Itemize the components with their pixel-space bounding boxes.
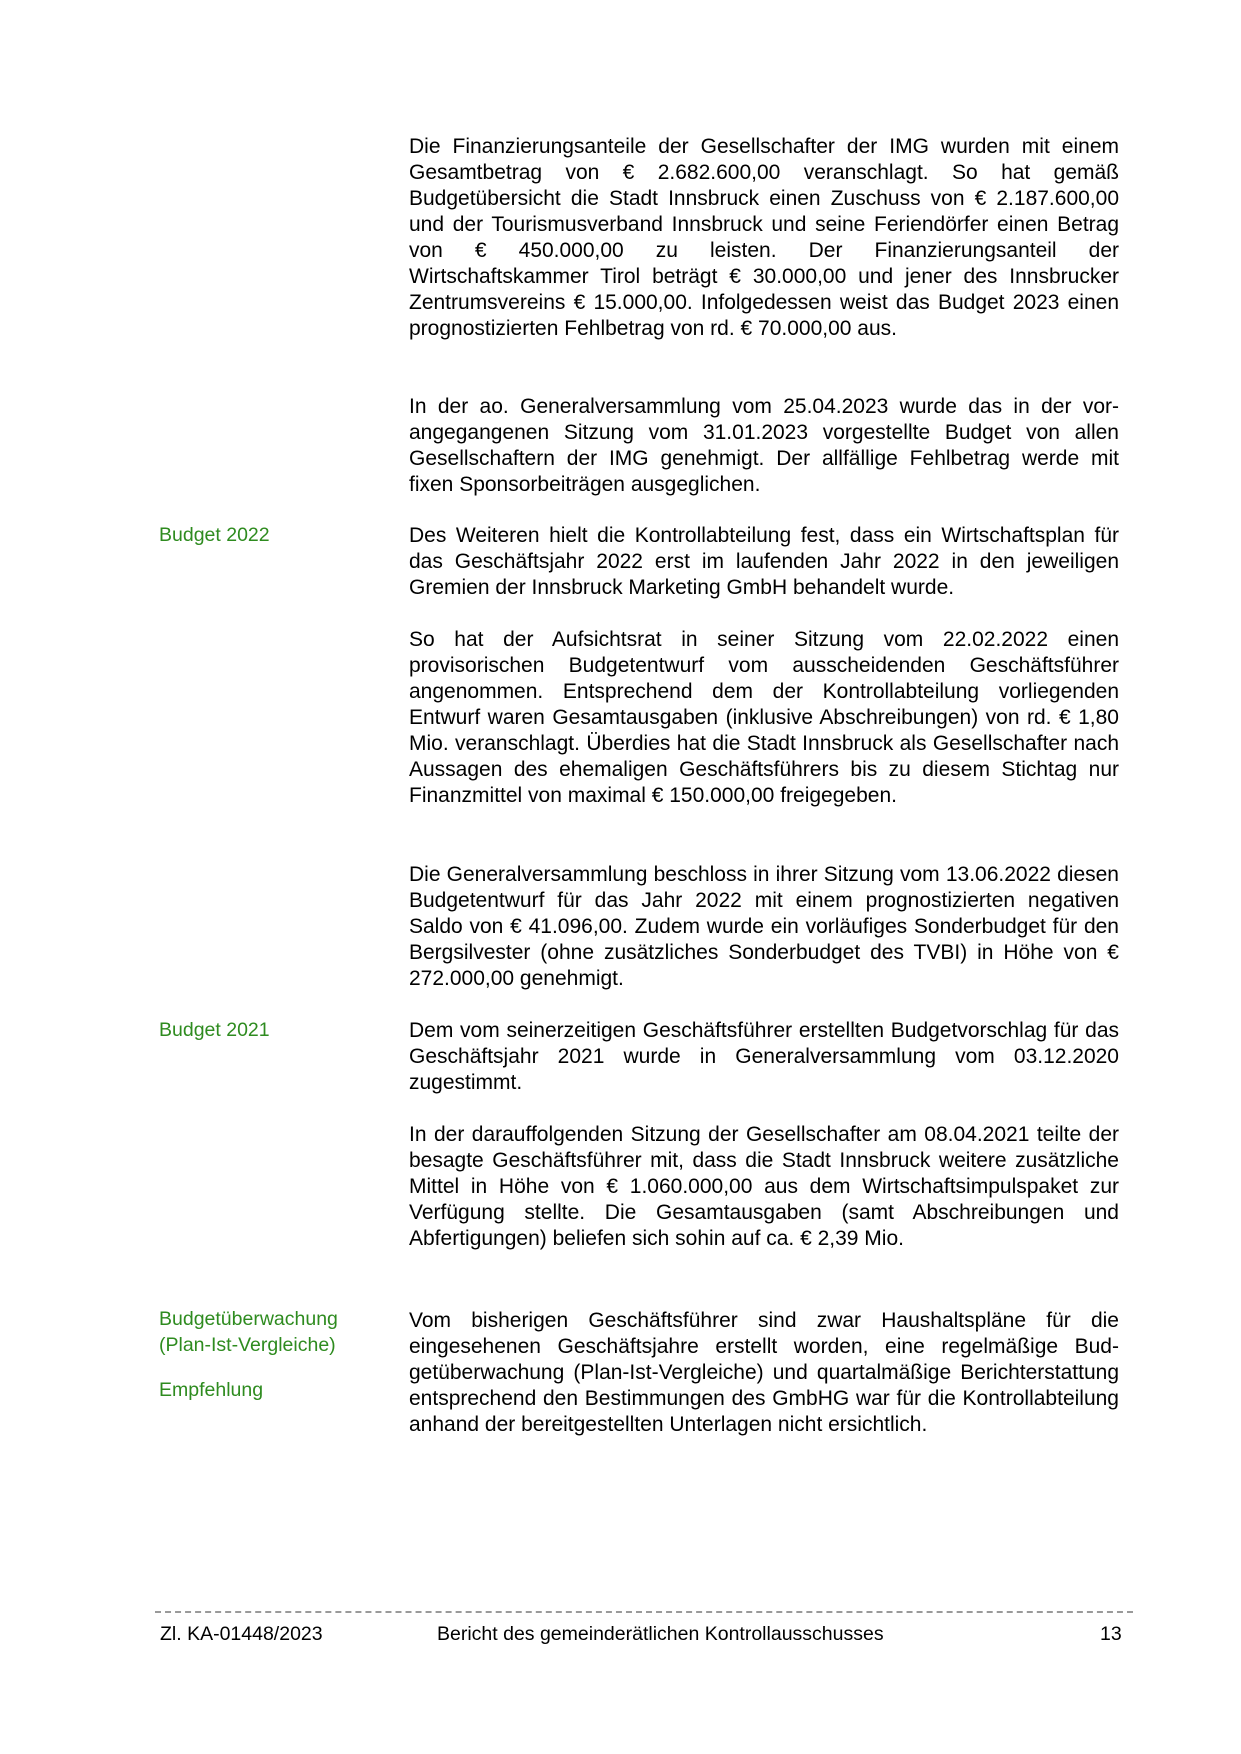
paragraph-budget-monitoring: Vom bisherigen Geschäftsführer sind zwar Haushaltspläne für die eingesehenen Geschäftsjahre erstellt worden, eine regelmäßige Budgetüberwachung (Plan-Ist-Vergleiche) und quartalmäßige Berichterstattung entsprechend den Bestimmungen des GmbHG war für die Kontrollabteilung anhand der bereitgestellten Unterlagen nicht ersichtlich.	[409, 1309, 1119, 1436]
footer-divider	[155, 1611, 1133, 1613]
paragraph-general-assembly-2022: Die Generalversammlung beschloss in ihrer Sitzung vom 13.06.2022 diesen Budgetentwurf für das Jahr 2022 mit einem prognostizierten negativen Saldo von € 41.096,00. Zudem wurde ein vorläufiges Sonderbudget für den Bergsilvester (ohne zusätzliches Sonderbudget des TVBI) in Höhe von € 272.000,00 genehmigt.	[409, 863, 1119, 990]
paragraph-budget-2021-intro: Dem vom seinerzeitigen Geschäftsführer erstellten Budgetvorschlag für das Geschäftsjahr 2021 wurde in Generalversammlung vom 03.12.2020 zugestimmt.	[409, 1019, 1119, 1094]
paragraph-general-assembly-2023: In der ao. Generalversammlung vom 25.04.2023 wurde das in der vorangegangenen Sitzung vom 31.01.2023 vorgestellte Budget von allen Gesellschaftern der IMG genehmigt. Der allfällige Fehlbetrag werde mit fixen Sponsorbeiträgen ausgeglichen.	[409, 395, 1119, 496]
paragraph-budget-2022-intro: Des Weiteren hielt die Kontrollabteilung fest, dass ein Wirtschaftsplan für das Geschäftsjahr 2022 erst im laufenden Jahr 2022 in den jeweiligen Gremien der Innsbruck Marketing GmbH behandelt wurde.	[409, 524, 1119, 599]
footer-reference: Zl. KA-01448/2023	[160, 1623, 323, 1645]
side-label-budget-2021: Budget 2021	[159, 1019, 270, 1041]
paragraph-additional-funds: In der darauffolgenden Sitzung der Gesellschafter am 08.04.2021 teilte der besagte Geschäftsführer mit, dass die Stadt Innsbruck weitere zusätzliche Mittel in Höhe von € 1.060.000,00 aus dem Wirtschaftsimpulspaket zur Verfügung stellte. Die Gesamtausgaben (samt Abschreibungen und Abfertigungen) beliefen sich sohin auf ca. € 2,39 Mio.	[409, 1123, 1119, 1250]
side-label-budget-2022: Budget 2022	[159, 524, 270, 546]
footer-page-number: 13	[1100, 1623, 1122, 1645]
side-label-empfehlung: Empfehlung	[159, 1379, 264, 1401]
paragraph-supervisory-board: So hat der Aufsichtsrat in seiner Sitzung vom 22.02.2022 einen provisorischen Budgetentwurf vom ausscheidenden Geschäftsführer angenommen. Entsprechend dem der Kontrollabteilung vorliegenden Entwurf waren Gesamtausgaben (inklusive Abschreibungen) von rd. € 1,80 Mio. veranschlagt. Überdies hat die Stadt Innsbruck als Gesellschafter nach Aussagen des ehemaligen Geschäftsführers bis zu diesem Stichtag nur Finanzmittel von maximal € 150.000,00 freigegeben.	[409, 628, 1119, 807]
side-label-plan-ist: (Plan-Ist-Vergleiche)	[159, 1334, 336, 1356]
side-label-budgetueberwachung: Budgetüberwachung	[159, 1308, 338, 1330]
footer-title: Bericht des gemeinderätlichen Kontrollausschusses	[437, 1623, 884, 1645]
paragraph-financing-shares: Die Finanzierungsanteile der Gesellschafter der IMG wurden mit einem Gesamtbetrag von € 2.682.600,00 veranschlagt. So hat gemäß Budgetübersicht die Stadt Innsbruck einen Zuschuss von € 2.187.600,00 und der Tourismusverband Innsbruck und seine Feriendörfer einen Betrag von € 450.000,00 zu leisten. Der Finanzierungsanteil der Wirtschaftskammer Tirol beträgt € 30.000,00 und jener des Innsbrucker Zentrumsvereins € 15.000,00. Infolgedessen weist das Budget 2023 einen prognostizierten Fehlbetrag von rd. € 70.000,00 aus.	[409, 135, 1119, 340]
